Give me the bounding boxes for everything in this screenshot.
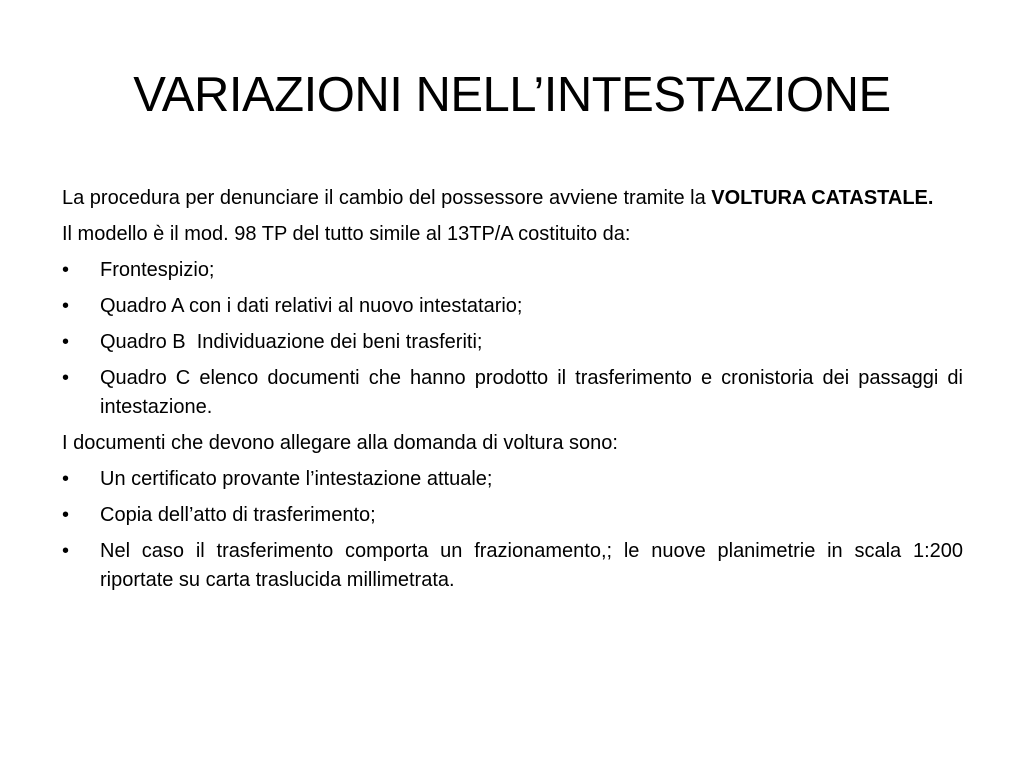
list-item-text: Copia dell’atto di trasferimento; (100, 504, 376, 526)
bullet-icon: • (62, 331, 70, 353)
list-item-text: Quadro A con i dati relativi al nuovo intestatario; (100, 295, 523, 317)
bullet-icon: • (62, 504, 70, 526)
list-item-text: Nel caso il trasferimento comporta un frazionamento,; le nuove planimetrie in scala 1:200 riportate su carta traslucida millimetrata. (100, 540, 963, 591)
bullet-icon: • (62, 468, 70, 490)
list-item (62, 256, 963, 285)
list-item-text: Quadro C elenco documenti che hanno prodotto il trasferimento e cronistoria dei passaggi di intestazione. (100, 367, 963, 418)
model-paragraph: Il modello è il mod. 98 TP del tutto simile al 13TP/A costituito da: (62, 223, 631, 245)
list-item-text: Quadro B Individuazione dei beni trasferiti; (100, 331, 483, 353)
list-item (62, 501, 963, 530)
list-item (62, 328, 963, 357)
list-item (62, 292, 963, 321)
bullet-icon: • (62, 367, 70, 389)
documents-paragraph: I documenti che devono allegare alla domanda di voltura sono: (62, 432, 618, 454)
list-item-text: Un certificato provante l’intestazione attuale; (100, 468, 493, 490)
list-item (62, 537, 963, 595)
intro-bold-text: VOLTURA CATASTALE. (711, 187, 934, 209)
intro-paragraph (62, 184, 963, 213)
list-item (62, 465, 963, 494)
slide-title: VARIAZIONI NELL’INTESTAZIONE (133, 68, 891, 122)
bullet-icon: • (62, 259, 70, 281)
bullet-icon: • (62, 540, 70, 562)
slide-content (62, 184, 963, 602)
intro-text: La procedura per denunciare il cambio del possessore avviene tramite la (62, 187, 712, 209)
bullet-icon: • (62, 295, 70, 317)
list-item (62, 364, 963, 422)
list-item-text: Frontespizio; (100, 259, 215, 281)
